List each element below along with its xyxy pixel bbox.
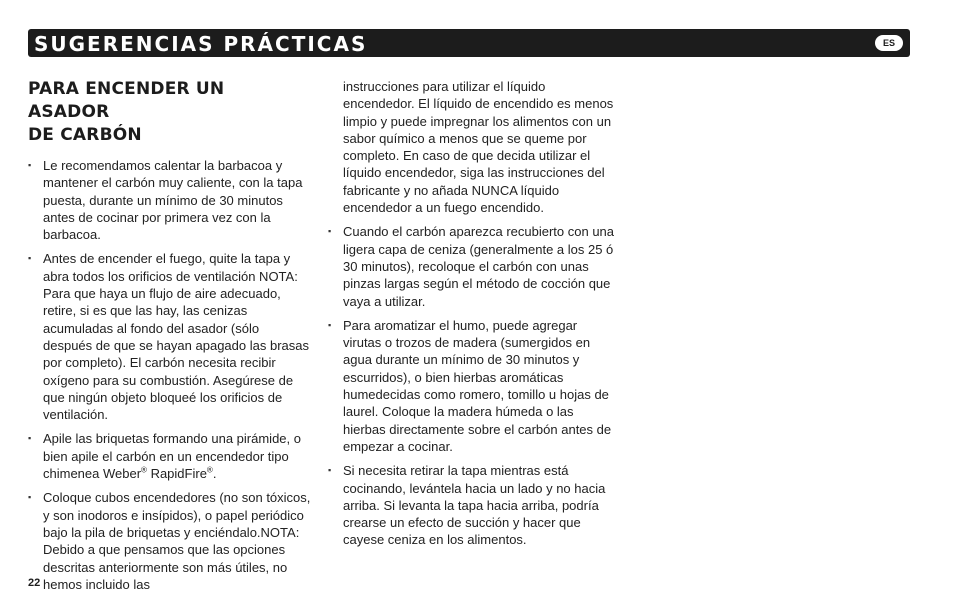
middle-bullet-list xyxy=(328,78,616,549)
bullet-item: ▪ Si necesita retirar la tapa mientras está cocinando, levántela hacia un lado y no hacia arriba. Si levanta la tapa hacia arriba, podría crearse un efecto de succión y hacer que cayese ceniza en los alimentos. xyxy=(328,462,616,548)
section-header-bar xyxy=(28,29,910,57)
bullet-text: RapidFire xyxy=(146,466,207,482)
section-heading-line1: PARA ENCENDER UN ASADOR xyxy=(28,79,225,122)
bullet-text: . xyxy=(212,466,217,482)
bullet-text: Apile las briquetas formando una pirámide, o bien apile el carbón en un encendedor tipo chimenea Weber xyxy=(43,431,301,482)
registered-mark: ® xyxy=(141,465,147,475)
section-heading-line2: DE CARBÓN xyxy=(28,125,142,145)
bullet-item: ▪ Cuando el carbón aparezca recubierto con una ligera capa de ceniza (generalmente a los 25 ó 30 minutos), recoloque el carbón con unas pinzas largas según el método de cocción que vaya a utilizar. xyxy=(328,223,616,309)
bullet-item xyxy=(28,430,311,482)
registered-mark: ® xyxy=(206,465,213,475)
page-number: 22 xyxy=(28,577,41,589)
left-column xyxy=(28,78,311,600)
bullet-item: ▪ Antes de encender el fuego, quite la tapa y abra todos los orificios de ventilación NOTA: Para que haya un flujo de aire adecuado, retire, si es que las hay, las cenizas acumuladas al fondo del asador (sólo después de que se hayan apagado las brasas por completo). El carbón necesita recibir oxígeno para su combustión. Asegúrese de que ningún objeto bloqueé los orificios de ventilación. xyxy=(28,250,311,423)
section-heading xyxy=(28,78,311,147)
language-badge: ES xyxy=(875,35,903,51)
middle-column xyxy=(328,78,616,556)
bullet-continuation: instrucciones para utilizar el líquido encendedor. El líquido de encendido es menos limpio y puede impregnar los alimentos con un sabor químico a menos que se queme por completo. En caso de que decida utilizar el líquido encendedor, siga las instrucciones del fabricante y no añada NUNCA líquido encendedor a un fuego encendido. xyxy=(343,79,614,216)
left-bullet-list xyxy=(28,157,311,593)
bullet-item: ▪ Para aromatizar el humo, puede agregar virutas o trozos de madera (sumergidos en agua durante un mínimo de 30 minutos y escurridos), o bien hierbas aromáticas humedecidas como romero, tomillo u hojas de laurel. Coloque la madera húmeda o las hierbas directamente sobre el carbón antes de empezar a cocinar. xyxy=(328,317,616,455)
bullet-item: ▪ Coloque cubos encendedores (no son tóxicos, y son inodoros e insípidos), o papel periódico bajo la pila de briquetas y enciéndalo.NOTA: Debido a que pensamos que las opciones descritas anteriormente son más útiles, no hemos incluido las xyxy=(28,489,311,593)
section-title: SUGERENCIAS PRÁCTICAS xyxy=(34,32,368,56)
bullet-item: ▪ Le recomendamos calentar la barbacoa y mantener el carbón muy caliente, con la tapa puesta, durante un mínimo de 30 minutos antes de cocinar por primera vez con la barbacoa. xyxy=(28,157,311,243)
